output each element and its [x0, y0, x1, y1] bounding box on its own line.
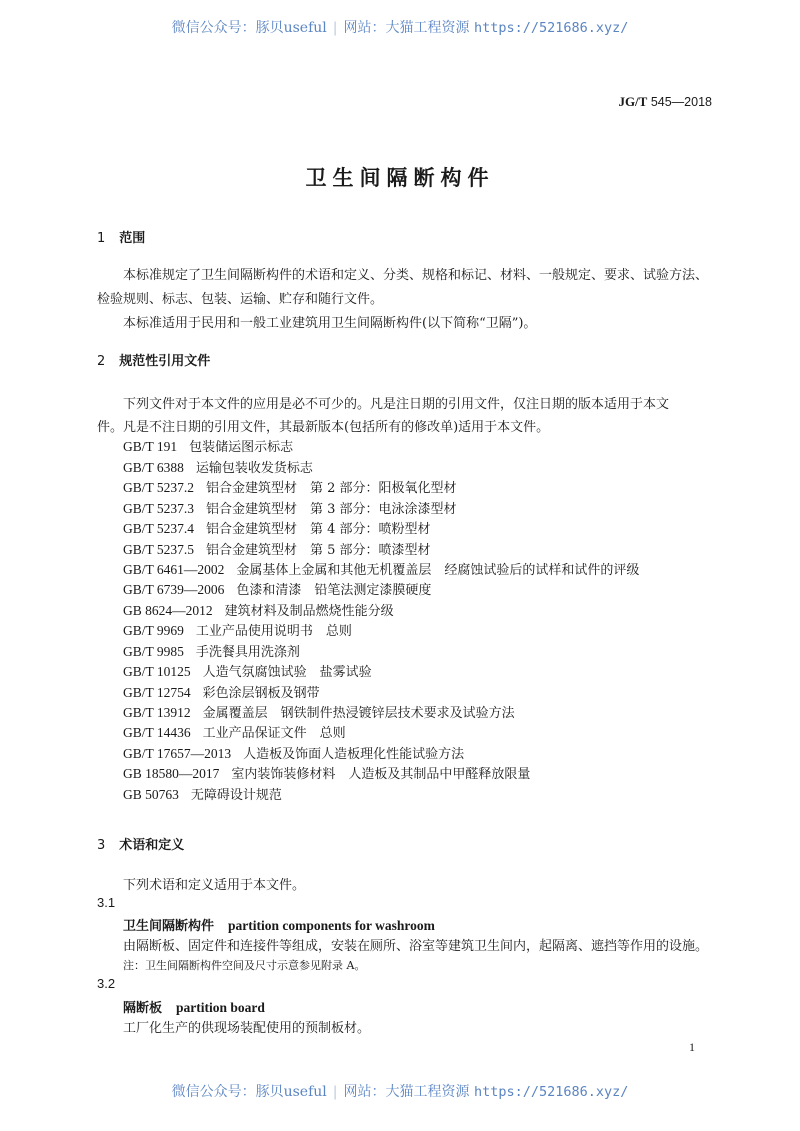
standard-number: [618, 94, 712, 110]
reference-item: [123, 641, 300, 660]
section-3-heading: [97, 834, 184, 853]
scope-para-1-line-1: 本标准规定了卫生间隔断构件的术语和定义、分类、规格和标记、材料、一般规定、要求、试验方法、: [123, 268, 709, 283]
reference-title: 金属基体上金属和其他无机覆盖层 经腐蚀试验后的试样和试件的评级: [236, 563, 640, 578]
document-title: 卫生间隔断构件: [305, 166, 495, 190]
clause-number: 3.2: [97, 976, 116, 991]
reference-item: [123, 498, 457, 517]
terms-intro: 下列术语和定义适用于本文件。: [123, 878, 306, 893]
reference-item: [123, 579, 431, 598]
reference-code: GB/T 13912: [123, 705, 191, 720]
reference-item: [123, 682, 320, 701]
term-definition: 由隔断板、固定件和连接件等组成，安装在厕所、浴室等建筑卫生间内，起隔离、遮挡等作用的设施。: [123, 939, 709, 954]
section-title: 规范性引用文件: [119, 354, 211, 369]
reference-item: [123, 620, 352, 639]
section-number: 2: [97, 354, 106, 369]
bottom-watermark: [0, 1081, 800, 1101]
section-number: 3: [97, 838, 106, 853]
watermark-site: 网站：大猫工程资源: [343, 20, 470, 36]
term-heading: [123, 915, 435, 934]
term-definition: 工厂化生产的供现场装配使用的预制板材。: [123, 1021, 371, 1036]
reference-item: [123, 702, 515, 721]
reference-code: GB/T 5237.2: [123, 480, 195, 495]
reference-item: [123, 661, 372, 680]
reference-item: [123, 436, 293, 455]
reference-code: GB/T 6388: [123, 460, 184, 475]
reference-item: [123, 722, 346, 741]
reference-item: [123, 763, 530, 782]
reference-title: 人造气氛腐蚀试验 盐雾试验: [202, 665, 372, 680]
reference-item: [123, 539, 431, 558]
reference-title: 包装储运图示标志: [189, 440, 294, 455]
references-intro-line-2: 件。凡是不注日期的引用文件，其最新版本(包括所有的修改单)适用于本文件。: [97, 420, 550, 435]
reference-title: 铝合金建筑型材 第 5 部分：喷漆型材: [206, 543, 431, 558]
reference-item: [123, 743, 464, 762]
references-intro-line-1: 下列文件对于本文件的应用是必不可少的。凡是注日期的引用文件，仅注日期的版本适用于本文: [123, 397, 670, 412]
reference-title: 铝合金建筑型材 第 2 部分：阳极氧化型材: [206, 481, 457, 496]
watermark-wechat: 微信公众号：豚贝useful: [171, 1084, 327, 1100]
clause-number: 3.1: [97, 895, 116, 910]
term-zh: 卫生间隔断构件: [123, 919, 215, 934]
reference-code: GB/T 12754: [123, 685, 191, 700]
reference-title: 建筑材料及制品燃烧性能分级: [224, 604, 394, 619]
reference-title: 金属覆盖层 钢铁制件热浸镀锌层技术要求及试验方法: [202, 706, 515, 721]
reference-title: 无障碍设计规范: [190, 788, 282, 803]
reference-code: GB/T 10125: [123, 664, 191, 679]
reference-code: GB/T 9985: [123, 644, 184, 659]
reference-title: 铝合金建筑型材 第 3 部分：电泳涂漆型材: [206, 502, 457, 517]
reference-title: 工业产品保证文件 总则: [202, 726, 346, 741]
reference-code: GB/T 5237.3: [123, 501, 195, 516]
reference-code: GB/T 191: [123, 439, 178, 454]
term-en: partition components for washroom: [228, 918, 435, 933]
reference-title: 运输包装收发货标志: [195, 461, 313, 476]
reference-item: [123, 600, 394, 619]
standard-code: 545—2018: [650, 95, 712, 109]
section-1-heading: [97, 227, 145, 246]
reference-title: 工业产品使用说明书 总则: [195, 624, 352, 639]
reference-item: [123, 518, 431, 537]
reference-item: [123, 457, 313, 476]
watermark-site: 网站：大猫工程资源: [343, 1084, 470, 1100]
reference-title: 色漆和清漆 铅笔法测定漆膜硬度: [236, 583, 432, 598]
reference-code: GB/T 14436: [123, 725, 191, 740]
term-zh: 隔断板: [123, 1001, 163, 1016]
section-2-heading: [97, 350, 210, 369]
watermark-url-link[interactable]: https://521686.xyz/: [473, 20, 629, 36]
reference-code: GB/T 6461—2002: [123, 562, 225, 577]
section-title: 范围: [119, 231, 146, 246]
scope-para-2: 本标准适用于民用和一般工业建筑用卫生间隔断构件(以下简称“卫隔”)。: [123, 316, 537, 331]
watermark-separator: |: [332, 20, 338, 36]
reference-code: GB/T 17657—2013: [123, 746, 232, 761]
watermark-separator: |: [332, 1084, 338, 1100]
reference-code: GB/T 6739—2006: [123, 582, 225, 597]
reference-title: 室内装饰装修材料 人造板及其制品中甲醛释放限量: [231, 767, 531, 782]
section-number: 1: [97, 231, 106, 246]
reference-code: GB/T 5237.5: [123, 542, 195, 557]
reference-title: 彩色涂层钢板及钢带: [202, 686, 320, 701]
reference-code: GB 8624—2012: [123, 603, 213, 618]
reference-item: [123, 477, 457, 496]
term-en: partition board: [176, 1000, 265, 1015]
reference-title: 手洗餐具用洗涤剂: [195, 645, 300, 660]
reference-item: [123, 559, 639, 578]
page-number: 1: [689, 1040, 695, 1054]
reference-title: 铝合金建筑型材 第 4 部分：喷粉型材: [206, 522, 431, 537]
reference-code: GB/T 9969: [123, 623, 184, 638]
reference-code: GB/T 5237.4: [123, 521, 195, 536]
reference-code: GB 50763: [123, 787, 179, 802]
scope-para-1-line-2: 检验规则、标志、包装、运输、贮存和随行文件。: [97, 292, 384, 307]
top-watermark: [0, 17, 800, 37]
term-heading: [123, 997, 265, 1016]
term-note: 注：卫生间隔断构件空间及尺寸示意参见附录 A。: [123, 959, 366, 972]
reference-code: GB 18580—2017: [123, 766, 220, 781]
watermark-url-link[interactable]: https://521686.xyz/: [473, 1084, 629, 1100]
reference-item: [123, 784, 282, 803]
watermark-wechat: 微信公众号：豚贝useful: [171, 20, 327, 36]
standard-prefix: JG/T: [618, 94, 648, 109]
reference-title: 人造板及饰面人造板理化性能试验方法: [243, 747, 465, 762]
section-title: 术语和定义: [119, 838, 185, 853]
